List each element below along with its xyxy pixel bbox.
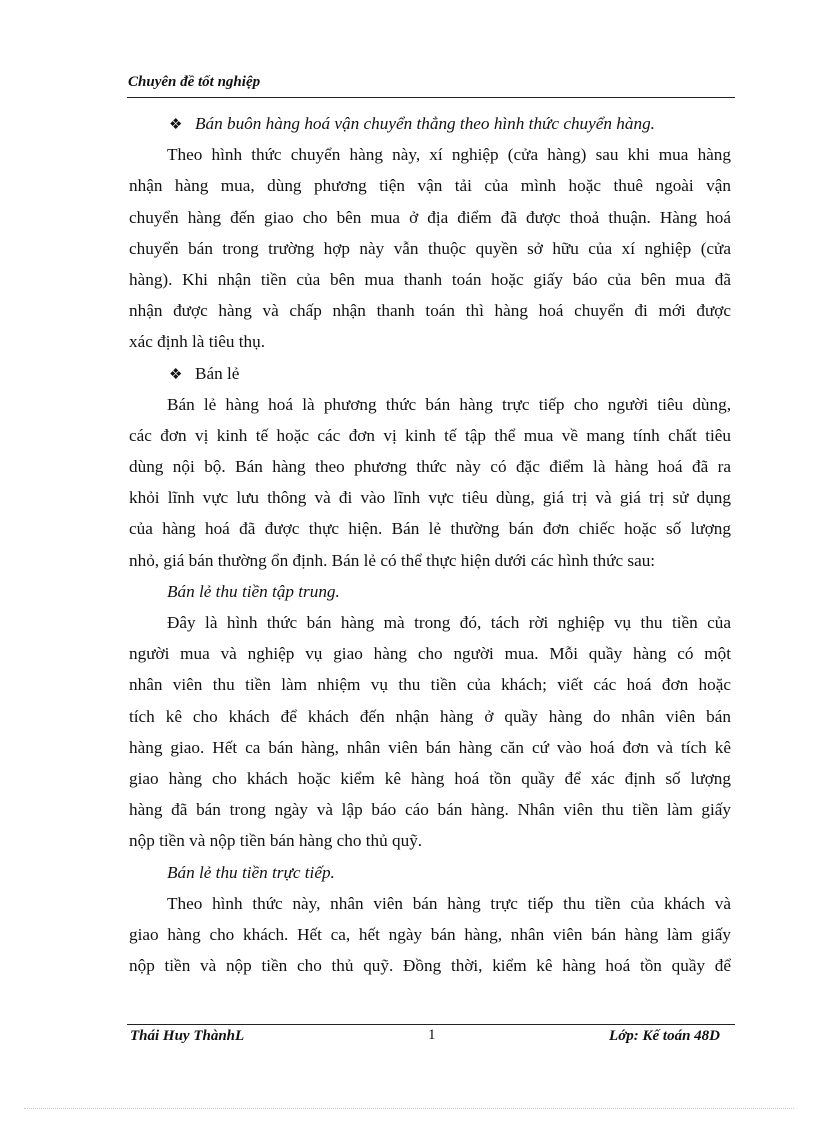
subheading-centralized-collection: Bán lẻ thu tiền tập trung. xyxy=(167,581,340,601)
paragraph-line: người mua và nghiệp vụ giao hàng cho người mua. Mỗi quầy hàng có một xyxy=(129,644,731,664)
paragraph-line: xác định là tiêu thụ. xyxy=(129,332,266,352)
paragraph-line: Bán lẻ hàng hoá là phương thức bán hàng trực tiếp cho người tiêu dùng, xyxy=(167,394,731,414)
footer-class-label: Lớp: Kế toán 48D xyxy=(609,1028,720,1044)
paragraph-line: Theo hình thức chuyển hàng này, xí nghiệp (cửa hàng) sau khi mua hàng xyxy=(167,145,731,165)
footer-author: Thái Huy ThànhL xyxy=(130,1028,245,1044)
paragraph-line: nhỏ, giá bán thường ổn định. Bán lẻ có thể thực hiện dưới các hình thức sau: xyxy=(129,550,656,570)
paragraph-line: nhân viên thu tiền làm nhiệm vụ thu tiền của khách; viết các hoá đơn hoặc xyxy=(129,675,731,695)
page-number: 1 xyxy=(428,1027,436,1043)
heading-text: Bán lẻ xyxy=(195,363,240,383)
heading-text: Bán buôn hàng hoá vận chuyển thẳng theo hình thức chuyển hàng. xyxy=(195,114,655,133)
paragraph-line: nộp tiền và nộp tiền bán hàng cho thủ quỹ. xyxy=(129,831,423,851)
paragraph-line: nhận được hàng và chấp nhận thanh toán thì hàng hoá chuyển đi mới được xyxy=(129,301,731,321)
document-body xyxy=(129,108,731,981)
paragraph-line: tích kê cho khách để khách đến nhận hàng ở quầy hàng do nhân viên bán xyxy=(129,706,731,726)
header-divider xyxy=(127,97,735,98)
diamond-bullet-icon: ❖ xyxy=(169,366,183,383)
paragraph-line: giao hàng cho khách. Hết ca, hết ngày bán hàng, nhân viên bán hàng làm giấy xyxy=(129,924,731,944)
paragraph-line: hàng đã bán trong ngày và lập báo cáo bán hàng. Nhân viên thu tiền làm giấy xyxy=(129,800,731,820)
section-heading-retail xyxy=(129,358,731,389)
paragraph-line: hàng giao. Hết ca bán hàng, nhân viên bán hàng căn cứ vào hoá đơn và tích kê xyxy=(129,737,731,757)
paragraph-line: Theo hình thức này, nhân viên bán hàng trực tiếp thu tiền của khách và xyxy=(167,893,731,913)
subheading-direct-collection: Bán lẻ thu tiền trực tiếp. xyxy=(167,862,335,882)
paragraph-line: khỏi lĩnh vực lưu thông và đi vào lĩnh vực tiêu dùng, giá trị và giá trị sử dụng xyxy=(129,488,731,508)
page-header-title: Chuyên đề tốt nghiệp xyxy=(128,74,261,90)
paragraph-line: hàng). Khi nhận tiền của bên mua thanh toán hoặc giấy báo của bên mua đã xyxy=(129,269,731,289)
page-edge-divider xyxy=(24,1108,794,1109)
paragraph-line: nộp tiền và nộp tiền cho thủ quỹ. Đồng thời, kiểm kê hàng hoá tồn quầy để xyxy=(129,956,731,976)
paragraph-line: giao hàng cho khách hoặc kiểm kê hàng hoá tồn quầy để xác định số lượng xyxy=(129,768,731,788)
footer-divider xyxy=(127,1024,735,1025)
diamond-bullet-icon: ❖ xyxy=(169,117,183,133)
paragraph-line: chuyển hàng đến giao cho bên mua ở địa điểm đã được thoả thuận. Hàng hoá xyxy=(129,207,731,227)
paragraph-line: chuyển bán trong trường hợp này vẫn thuộc quyền sở hữu của xí nghiệp (cửa xyxy=(129,238,731,258)
paragraph-line: Đây là hình thức bán hàng mà trong đó, tách rời nghiệp vụ thu tiền của xyxy=(167,613,731,632)
paragraph-line: dùng nội bộ. Bán hàng theo phương thức này có đặc điểm là hàng hoá đã ra xyxy=(129,457,731,477)
paragraph-line: các đơn vị kinh tế hoặc các đơn vị kinh tế tập thể mua về mang tính chất tiêu xyxy=(129,425,731,445)
paragraph-line: của hàng hoá đã được thực hiện. Bán lẻ thường bán đơn chiếc hoặc số lượng xyxy=(129,519,731,539)
section-heading-wholesale-transport xyxy=(129,108,731,139)
paragraph-line: nhận hàng mua, dùng phương tiện vận tải của mình hoặc thuê ngoài vận xyxy=(129,176,731,196)
